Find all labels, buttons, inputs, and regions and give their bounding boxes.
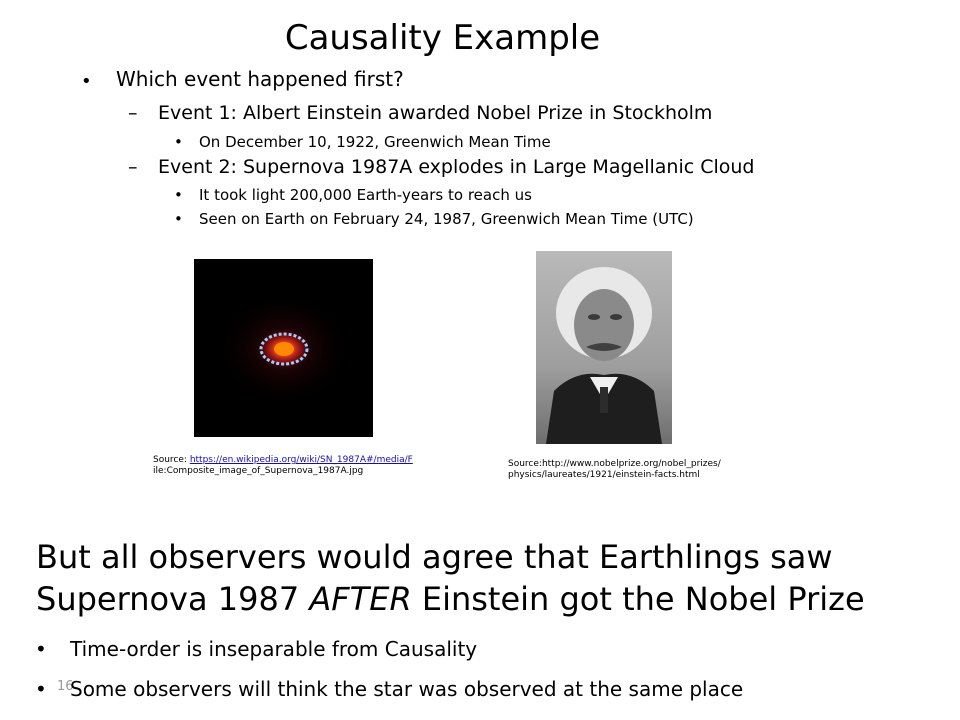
- einstein-source: [508, 459, 721, 481]
- supernova-source-line2: ile:Composite_image_of_Supernova_1987A.jpg: [153, 466, 364, 476]
- conclusion-text-a: Supernova 1987: [36, 580, 310, 618]
- einstein-source-line1: Source:http://www.nobelprize.org/nobel_prizes/: [508, 459, 721, 469]
- conclusion-emphasis: AFTER: [309, 580, 412, 618]
- bullet-light-travel: It took light 200,000 Earth-years to reach us: [199, 186, 532, 204]
- einstein-source-line2: physics/laureates/1921/einstein-facts.html: [508, 470, 700, 480]
- slide-title: Causality Example: [284, 18, 601, 58]
- supernova-image: [194, 259, 373, 437]
- bullet-time-order: Time-order is inseparable from Causality: [70, 637, 478, 661]
- bullet-marker: •: [35, 637, 47, 661]
- supernova-source-link[interactable]: https://en.wikipedia.org/wiki/SN_1987A#/media/F: [189, 455, 413, 465]
- bullet-question: Which event happened first?: [116, 67, 404, 91]
- bullet-event-1-date: On December 10, 1922, Greenwich Mean Time: [199, 133, 551, 151]
- bullet-marker: •: [81, 71, 92, 92]
- conclusion-line-1: But all observers would agree that Earthlings saw: [36, 538, 833, 576]
- dash-marker: –: [128, 156, 138, 178]
- conclusion-text-b: Einstein got the Nobel Prize: [411, 580, 865, 618]
- bullet-seen-on-earth: Seen on Earth on February 24, 1987, Greenwich Mean Time (UTC): [199, 210, 694, 228]
- bullet-marker: •: [35, 677, 47, 701]
- bullet-event-1: Event 1: Albert Einstein awarded Nobel Prize in Stockholm: [158, 102, 713, 124]
- dash-marker: –: [128, 102, 138, 124]
- bullet-marker: •: [174, 210, 183, 228]
- bullet-marker: •: [174, 133, 183, 151]
- supernova-source: [153, 455, 413, 477]
- bullet-marker: •: [174, 186, 183, 204]
- conclusion-line-2: [36, 578, 865, 620]
- bullet-same-place: Some observers will think the star was observed at the same place: [70, 677, 744, 701]
- source-prefix: Source:: [153, 455, 190, 465]
- einstein-portrait: [536, 251, 672, 444]
- bullet-event-2: Event 2: Supernova 1987A explodes in Large Magellanic Cloud: [158, 156, 755, 178]
- slide-number: 16: [57, 679, 74, 694]
